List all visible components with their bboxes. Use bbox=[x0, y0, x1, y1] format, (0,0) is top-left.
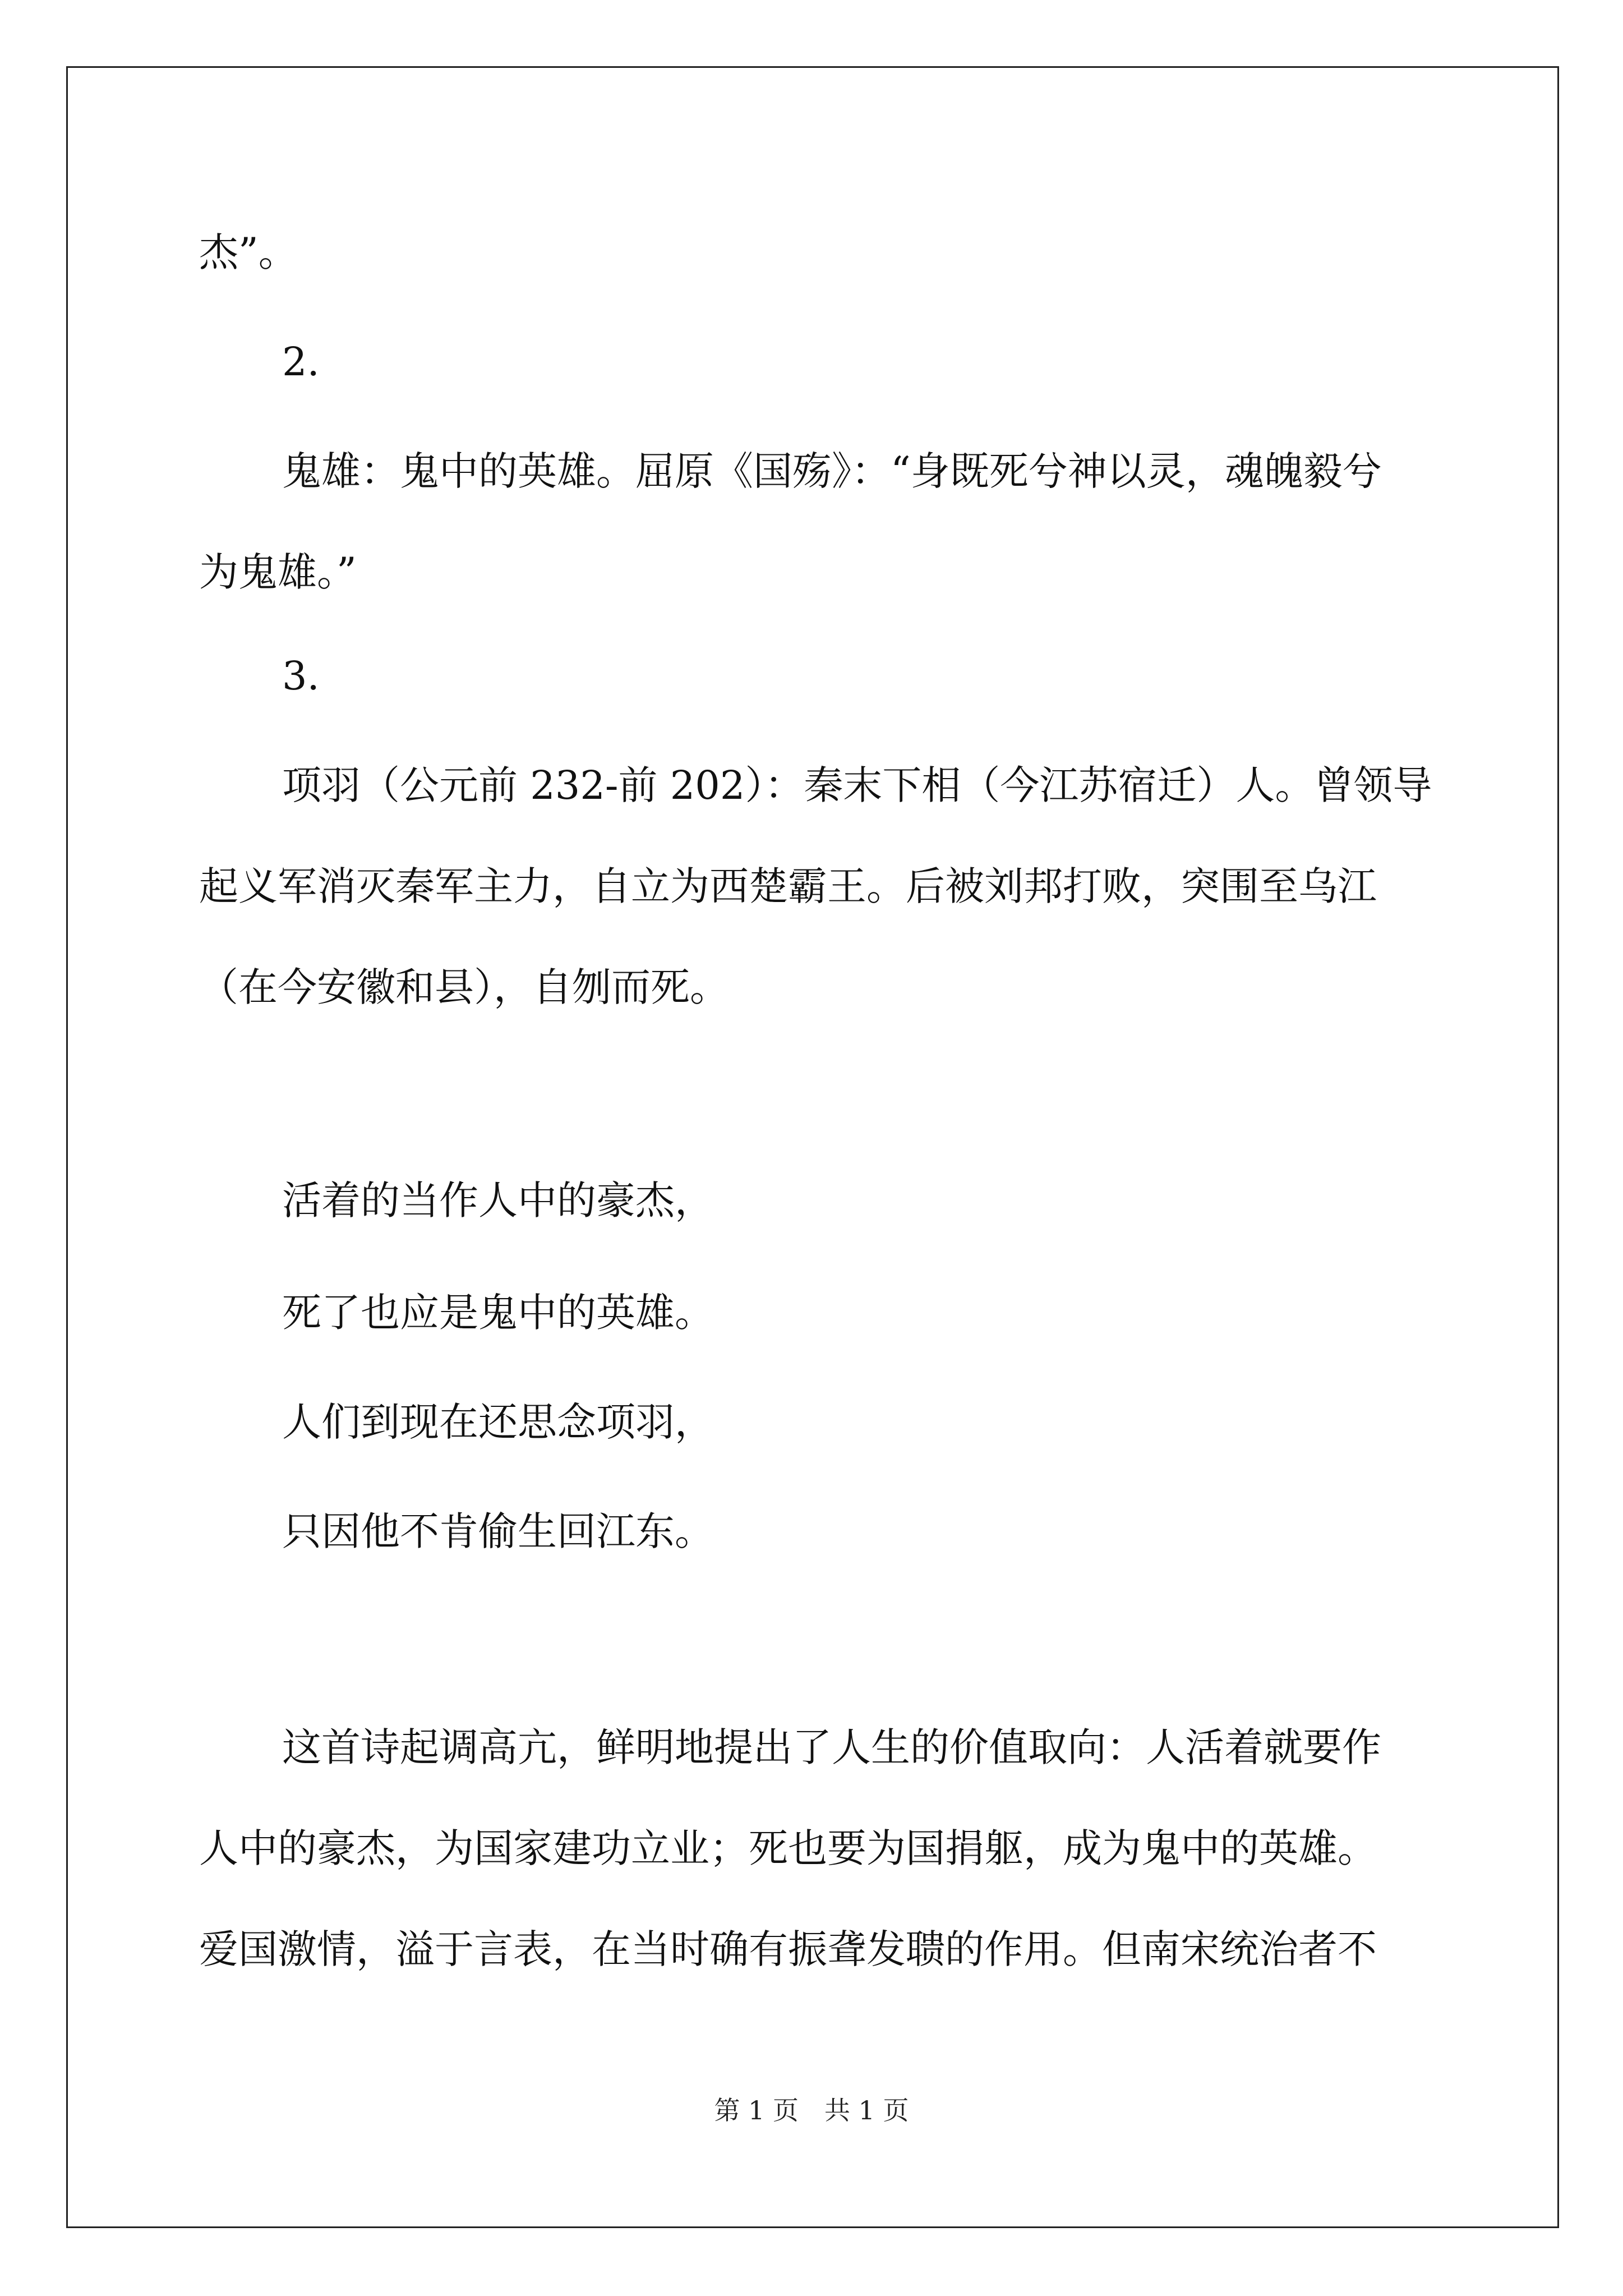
poem-line: 只因他不肯偷生回江东。 bbox=[282, 1508, 714, 1554]
page-footer: 第 1 页 共 1 页 bbox=[714, 2095, 909, 2125]
paragraph-line: 项羽（公元前 232-前 202）：秦末下相（今江苏宿迁）人。曾领导 bbox=[282, 762, 1432, 808]
paragraph-line: 鬼雄：鬼中的英雄。屈原《国殇》：“身既死兮神以灵，魂魄毅兮 bbox=[282, 448, 1382, 494]
poem-line: 活着的当作人中的豪杰， bbox=[282, 1177, 714, 1223]
note-number: 2. bbox=[282, 339, 320, 385]
paragraph-line: （在今安徽和县），自刎而死。 bbox=[199, 964, 729, 1010]
paragraph-line: 起义军消灭秦军主力，自立为西楚霸王。后被刘邦打败，突围至乌江 bbox=[199, 863, 1377, 909]
poem-line: 死了也应是鬼中的英雄。 bbox=[282, 1290, 714, 1336]
page-border bbox=[66, 66, 1559, 2228]
paragraph-line: 人中的豪杰，为国家建功立业；死也要为国捐躯，成为鬼中的英雄。 bbox=[199, 1825, 1377, 1871]
paragraph-line: 为鬼雄。” bbox=[199, 549, 357, 595]
paragraph-line: 这首诗起调高亢，鲜明地提出了人生的价值取向：人活着就要作 bbox=[282, 1724, 1381, 1770]
poem-line: 人们到现在还思念项羽， bbox=[282, 1399, 714, 1445]
note-number: 3. bbox=[282, 653, 320, 699]
paragraph-line: 爱国激情，溢于言表，在当时确有振聋发聩的作用。但南宋统治者不 bbox=[199, 1926, 1377, 1972]
paragraph-line: 杰”。 bbox=[199, 229, 298, 275]
